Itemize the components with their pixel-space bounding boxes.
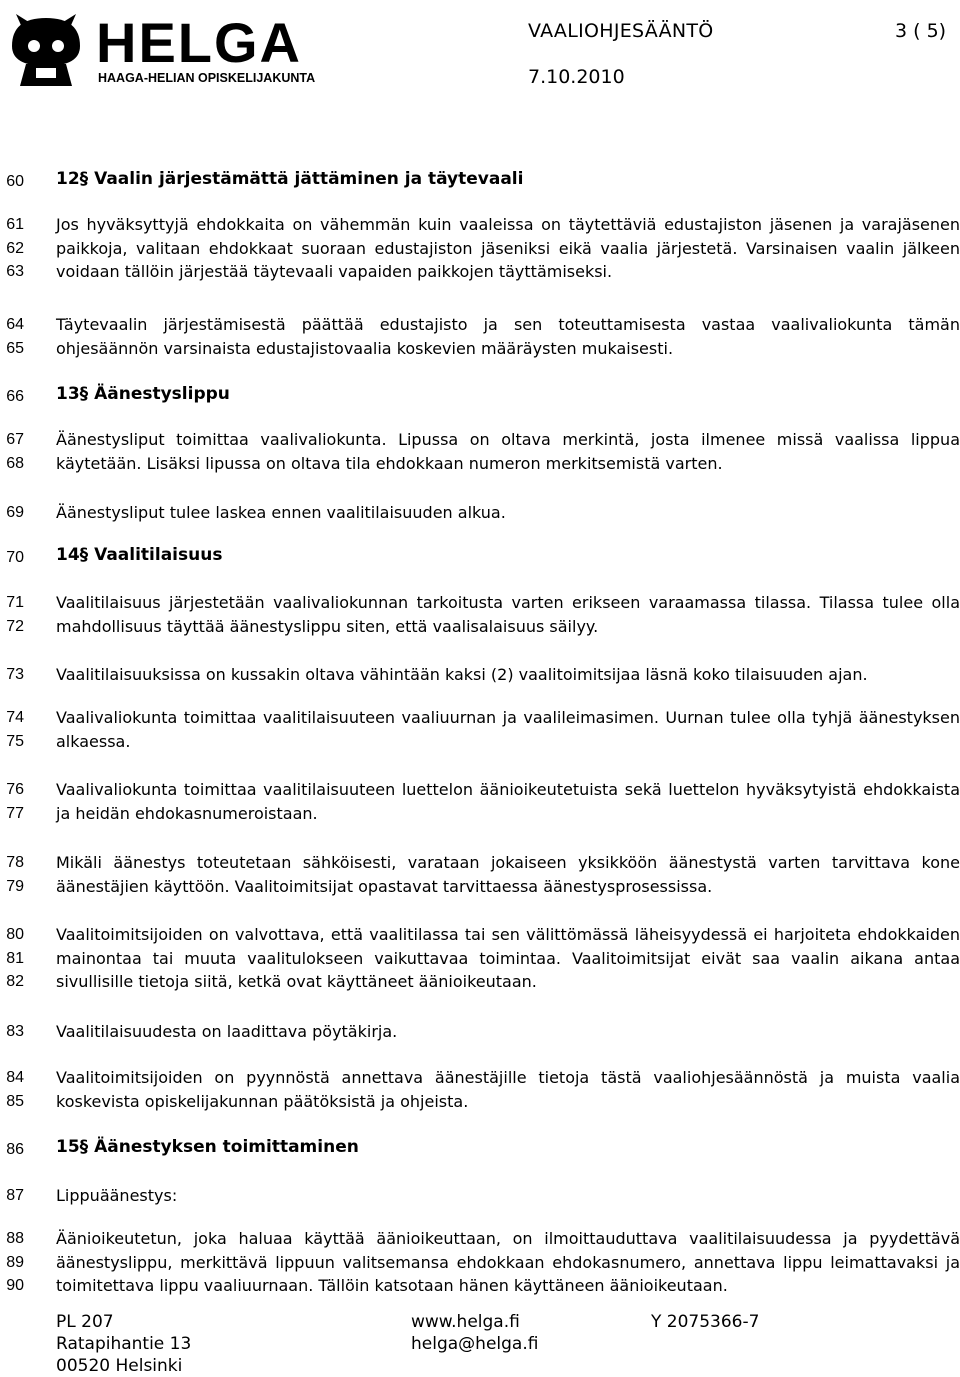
paragraph: Lippuäänestys: [56, 1186, 178, 1205]
paragraph: Jos hyväksyttyjä ehdokkaita on vähemmän kuin vaaleissa on täytettäviä edustajiston jäsenen ja varajäsenen paikkoja, valitaan ehdokkaat suoraan edustajiston jäseniksi eikä vaalia järjestetä. Varsinaisen vaalin jälkeen voidaan tällöin järjestää täytevaali vapaiden paikkojen täyttämiseksi. [56, 215, 960, 281]
line-number: 61 [6, 216, 24, 233]
line-number: 89 [6, 1253, 24, 1271]
line-number: 63 [6, 263, 24, 280]
footer-po-box: PL 207 [56, 1312, 114, 1332]
line-number: 90 [6, 1277, 24, 1294]
page-number: 3 ( 5) [895, 20, 947, 42]
paragraph: Vaalitoimitsijoiden on pyynnöstä annettava äänestäjille tietoja tästä vaaliohjesäännöstä ja muista vaalia koskevista opiskelijakunnan päätöksistä ja ohjeista. [56, 1068, 960, 1111]
paragraph: Vaalitilaisuudesta on laadittava pöytäkirja. [56, 1022, 398, 1041]
paragraph: Äänestysliput toimittaa vaalivaliokunta. Lipussa on oltava merkintä, josta ilmenee missä vaalissa lippua käytetään. Lisäksi lipussa on oltava tila ehdokkaan numeron merkitsemistä varten. [56, 430, 960, 473]
section-heading [56, 385, 960, 403]
footer-postal: 00520 Helsinki [56, 1356, 183, 1376]
line-number: 68 [6, 454, 24, 472]
paragraph: Vaalitilaisuuksissa on kussakin oltava vähintään kaksi (2) vaalitoimitsijaa läsnä koko tilaisuuden ajan. [56, 665, 868, 684]
section-number: 15 [56, 1137, 80, 1157]
section-number: 13 [56, 384, 80, 404]
line-number: 81 [6, 949, 24, 967]
line-number: 79 [6, 877, 24, 895]
section-title: Vaalitilaisuus [94, 545, 223, 565]
line-number: 82 [6, 973, 24, 990]
section-title: Äänestyksen toimittaminen [94, 1137, 359, 1157]
footer-website[interactable]: www.helga.fi [411, 1312, 520, 1332]
footer-street: Ratapihantie 13 [56, 1334, 192, 1354]
paragraph: Vaalivaliokunta toimittaa vaalitilaisuuteen luettelon äänioikeutetuista sekä luettelon hyväksytyistä ehdokkaista ja heidän ehdokasnumeroistaan. [56, 780, 960, 823]
line-number: 66 [6, 388, 24, 405]
section-heading [56, 546, 960, 564]
section-heading [56, 170, 960, 188]
document-date: 7.10.2010 [528, 66, 625, 88]
paragraph: Vaalitoimitsijoiden on valvottava, että vaalitilassa tai sen välittömässä läheisyydessä ei harjoiteta ehdokkaiden mainontaa tai muuta vaalitulokseen vaikuttavaa toimintaa. Vaalitoimitsijat eivät saa vaalin aikana antaa sivullisille tietoja siitä, ketkä ovat käyttäneet äänioikeutaan. [56, 925, 960, 991]
section-number: 12 [56, 169, 80, 189]
line-number: 60 [6, 173, 24, 190]
document-title: VAALIOHJESÄÄNTÖ [528, 20, 714, 42]
line-number: 75 [6, 732, 24, 750]
line-number: 86 [6, 1141, 24, 1158]
paragraph: Vaalitilaisuus järjestetään vaalivaliokunnan tarkoitusta varten erikseen varaamassa tilassa. Tilassa tulee olla mahdollisuus täyttää äänestyslippu siten, että vaalisalaisuus säilyy. [56, 593, 960, 636]
line-number: 77 [6, 804, 24, 822]
line-number: 83 [6, 1023, 24, 1040]
line-number: 72 [6, 617, 24, 635]
line-number: 69 [6, 504, 24, 521]
line-number: 87 [6, 1187, 24, 1204]
line-number: 85 [6, 1092, 24, 1110]
section-heading [56, 1138, 960, 1156]
line-number: 88 [6, 1230, 24, 1247]
page-header [0, 0, 960, 110]
section-sign-icon: § [79, 1137, 95, 1157]
section-sign-icon: § [79, 169, 95, 189]
line-number: 80 [6, 926, 24, 943]
line-number: 73 [6, 666, 24, 683]
line-number: 62 [6, 239, 24, 257]
helga-logo [2, 4, 342, 88]
logo-wordmark: HELGA [96, 11, 302, 74]
line-number: 76 [6, 781, 24, 798]
section-title: Vaalin järjestämättä jättäminen ja täytevaali [94, 169, 524, 189]
section-sign-icon: § [79, 545, 95, 565]
section-title: Äänestyslippu [94, 384, 230, 404]
mascot-icon [12, 14, 80, 86]
line-number: 78 [6, 854, 24, 871]
line-number: 70 [6, 549, 24, 566]
paragraph: Äänestysliput tulee laskea ennen vaalitilaisuuden alkua. [56, 503, 506, 522]
line-number: 67 [6, 431, 24, 448]
footer-business-id: Y 2075366-7 [651, 1312, 760, 1332]
paragraph: Mikäli äänestys toteutetaan sähköisesti, varataan jokaiseen yksikköön äänestystä varten tarvittava kone äänestäjien käyttöön. Vaalitoimitsijat opastavat tarvittaessa äänestysprosessissa. [56, 853, 960, 896]
logo-subtitle: HAAGA-HELIAN OPISKELIJAKUNTA [98, 71, 316, 85]
line-number: 71 [6, 594, 24, 611]
line-number: 74 [6, 709, 24, 726]
section-sign-icon: § [79, 384, 95, 404]
line-number: 65 [6, 339, 24, 357]
section-number: 14 [56, 545, 80, 565]
paragraph: Vaalivaliokunta toimittaa vaalitilaisuuteen vaaliuurnan ja vaalileimasimen. Uurnan tulee olla tyhjä äänestyksen alkaessa. [56, 708, 960, 751]
paragraph: Täytevaalin järjestämisestä päättää edustajisto ja sen toteuttamisesta vastaa vaalivaliokunta tämän ohjesäännön varsinaista edustajistovaalia koskevien määräysten mukaisesti. [56, 315, 960, 358]
line-number: 64 [6, 316, 24, 333]
footer-email[interactable]: helga@helga.fi [411, 1334, 539, 1354]
line-number: 84 [6, 1069, 24, 1086]
paragraph: Äänioikeutetun, joka haluaa käyttää äänioikeuttaan, on ilmoittauduttava vaalitilaisuudessa ja pyydettävä äänestyslippu, merkittävä lippuun valitsemansa ehdokkaan ehdokasnumero, annettava lippu leimattavaksi ja toimitettava lippu vaaliuurnaan. Tällöin katsotaan hänen käyttäneen äänioikeutaan. [56, 1229, 960, 1295]
